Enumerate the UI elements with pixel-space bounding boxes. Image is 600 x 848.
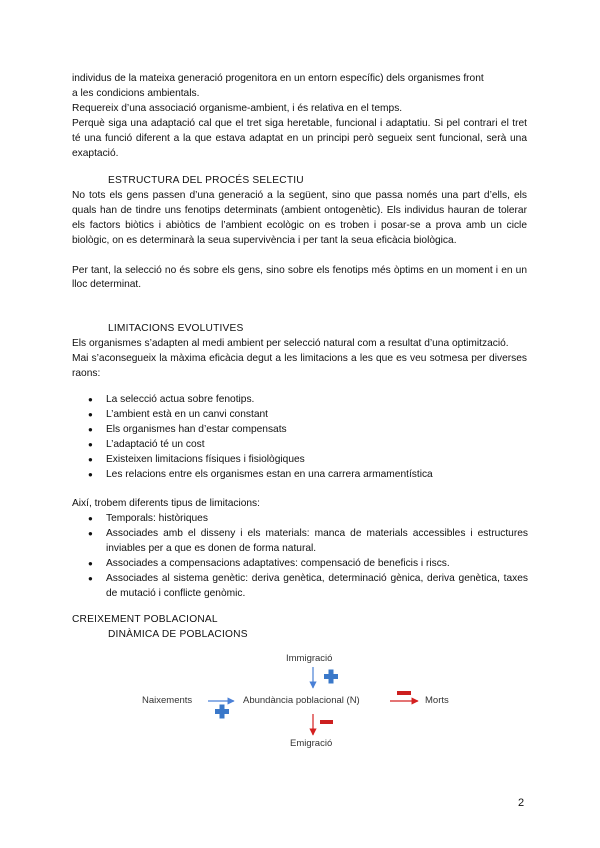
minus-icon <box>320 720 333 724</box>
list-item: ● Les relacions entre els organismes estan en una carrera armamentística <box>88 468 528 483</box>
reasons-list <box>88 393 528 482</box>
label-morts: Morts <box>425 695 449 706</box>
subheading-dinamica: DINÀMICA DE POBLACIONS <box>108 629 248 640</box>
label-naixements: Naixements <box>142 695 193 706</box>
intro-line-3: Requereix d’una associació organisme-ambient, i és relativa en el temps. <box>72 102 403 114</box>
estructura-section <box>72 189 527 293</box>
estructura-paragraph-1: No tots els gens passen d’una generació a la següent, sino que passa només una part d’ells, els quals han de tindre uns fenotips determinats (ambient ontogenètic). Els individus hauran de tolerar els factors biòtics i abiòtics de l’ambient ecològic on es troben i posar-se a prova amb un cicle biològic, on es determinarà la seua supervivència i per tant la seua eficàcia biològica. <box>72 190 527 246</box>
list-item: ● Existeixen limitacions físiques i fisiològiques <box>88 453 528 468</box>
list-item: ● La selecció actua sobre fenotips. <box>88 393 528 408</box>
heading-estructura: ESTRUCTURA DEL PROCÉS SELECTIU <box>108 175 304 186</box>
types-list <box>88 512 528 601</box>
intro-line-1: individus de la mateixa generació progenitora en un entorn específic) dels organismes front <box>72 73 484 84</box>
estructura-paragraph-2: Per tant, la selecció no és sobre els gens, sino sobre els fenotips més òptims en un moment i en un lloc determinat. <box>72 264 527 291</box>
page-number: 2 <box>518 797 525 809</box>
list-item: ● L’adaptació té un cost <box>88 438 528 453</box>
limitacions-paragraph-2: Mai s’aconsegueix la màxima eficàcia degut a les limitacions a les que es veu sotmesa per diverses raons: <box>72 352 527 379</box>
limitacions-intro <box>72 337 527 382</box>
intro-section <box>72 72 527 161</box>
list-item: ● Associades amb el disseny i els materials: manca de materials accessibles i estructures inviables per a que es donen de forma natural. <box>88 527 528 557</box>
plus-icon <box>215 705 229 719</box>
heading-creixement: CREIXEMENT POBLACIONAL <box>72 614 218 625</box>
label-emigracio: Emigració <box>290 738 333 749</box>
plus-icon <box>324 670 338 684</box>
label-immigracio: Immigració <box>286 653 333 664</box>
types-intro: Així, trobem diferents tipus de limitacions: <box>72 498 260 509</box>
list-item: ● Temporals: històriques <box>88 512 528 527</box>
heading-limitacions: LIMITACIONS EVOLUTIVES <box>108 323 244 334</box>
list-item: ● Associades al sistema genètic: deriva genètica, determinació gènica, deriva genètica, taxes de mutació i conflicte genòmic. <box>88 572 528 602</box>
label-abundancia: Abundància poblacional (N) <box>243 695 360 706</box>
list-item: ● Associades a compensacions adaptatives: compensació de beneficis i riscs. <box>88 557 528 572</box>
list-item: ● L’ambient està en un canvi constant <box>88 408 528 423</box>
intro-line-4: Perquè siga una adaptació cal que el tret siga heretable, funcional i adaptatiu. Si pel contrari el tret té una funció diferent a la que estava adaptat en un principi però segueix sent funcional, serà una exaptació. <box>72 117 527 159</box>
list-item: ● Els organismes han d’estar compensats <box>88 423 528 438</box>
population-dynamics-diagram <box>0 640 600 760</box>
limitacions-paragraph-1: Els organismes s’adapten al medi ambient per selecció natural com a resultat d’una optimització. <box>72 338 509 349</box>
intro-line-2: a les condicions ambientals. <box>72 87 200 99</box>
minus-icon <box>397 691 411 695</box>
